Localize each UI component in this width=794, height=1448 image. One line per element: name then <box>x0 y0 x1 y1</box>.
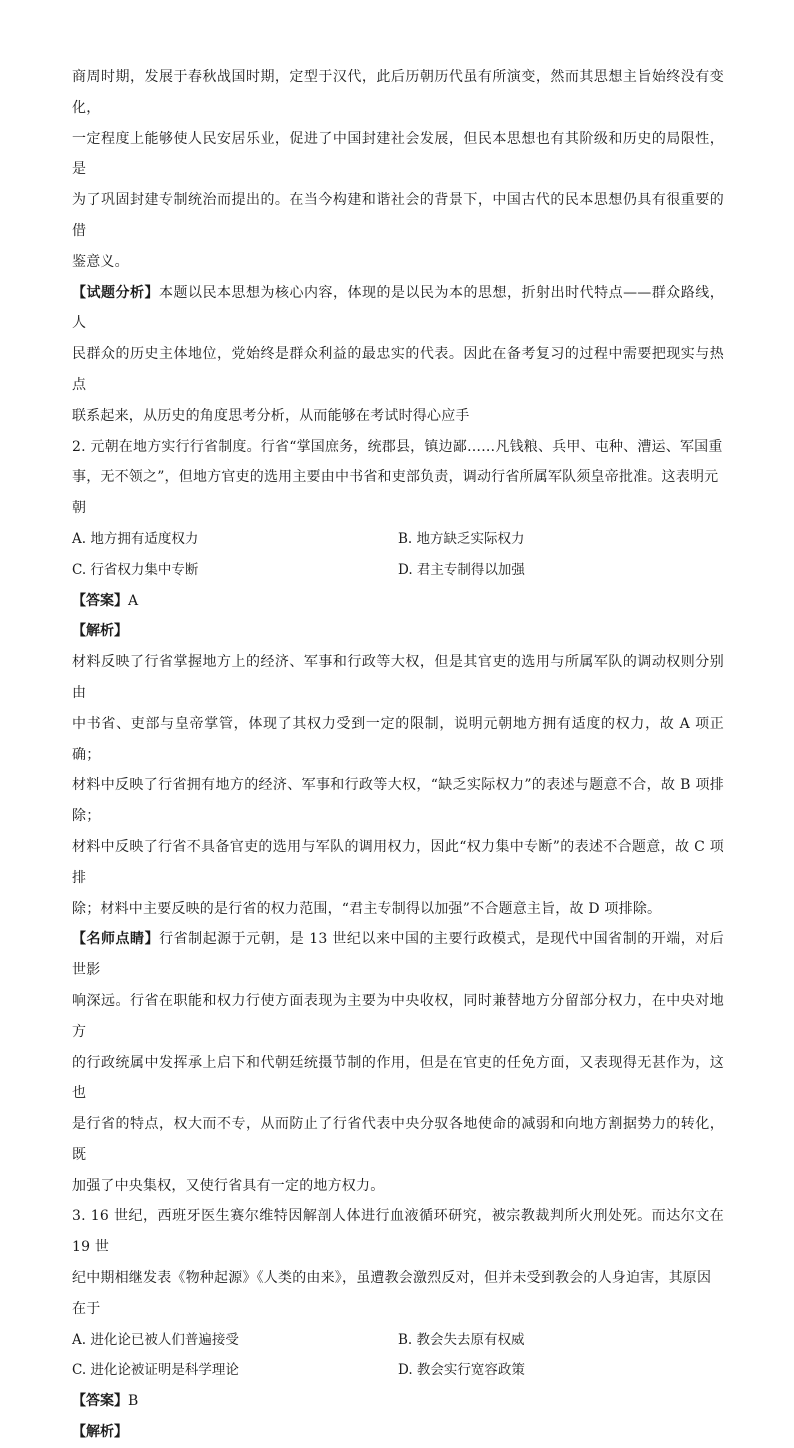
option-c: C. 行省权力集中专断 <box>72 561 199 578</box>
q1-analysis <box>72 278 724 340</box>
option-b: B. 地方缺乏实际权力 <box>398 530 525 547</box>
explain-text-line: 除；材料中主要反映的是行省的权力范围，“君主专制得以加强”不合题意主旨，故 D 项排除。 <box>72 900 662 917</box>
option-d: D. 君主专制得以加强 <box>398 561 525 578</box>
option-a: A. 进化论已被人们普遍接受 <box>72 1331 239 1348</box>
q1-text-line: 商周时期，发展于春秋战国时期，定型于汉代，此后历朝历代虽有所演变，然而其思想主旨始终没有变化， <box>72 69 724 116</box>
explain-text-line: 材料中反映了行省拥有地方的经济、军事和行政等大权，“缺乏实际权力”的表述与题意不合，故 B 项排除； <box>72 777 724 825</box>
q3-explain-heading <box>72 1417 724 1448</box>
analysis-text-line: 本题以民本思想为核心内容，体现的是以民为本的思想，折射出时代特点——群众路线，人 <box>72 284 724 332</box>
teacher-label: 【名师点睛】 <box>72 931 160 948</box>
teacher-text-line: 的行政统属中发挥承上启下和代朝廷统摄节制的作用，但是在官吏的任免方面，又表现得无甚作为，这也 <box>72 1054 724 1102</box>
analysis-label: 【试题分析】 <box>72 284 160 301</box>
q1-text-line: 一定程度上能够使人民安居乐业，促进了中国封建社会发展，但民本思想也有其阶级和历史的局限性，是 <box>72 130 724 178</box>
analysis-text-line: 联系起来，从历史的角度思考分析，从而能够在考试时得心应手 <box>72 407 470 424</box>
teacher-text-line: 加强了中央集权，又使行省具有一定的地方权力。 <box>72 1177 385 1194</box>
explain-text-line: 材料反映了行省掌握地方上的经济、军事和行政等大权，但是其官吏的选用与所属军队的调动权则分别由 <box>72 654 724 701</box>
q1-text-line: 为了巩固封建专制统治而提出的。在当今构建和谐社会的背景下，中国古代的民本思想仍具有很重要的借 <box>72 192 724 239</box>
q2-stem-line: 事，无不领之”，但地方官吏的选用主要由中书省和吏部负责，调动行省所属军队须皇帝批准。这表明元 <box>72 469 719 486</box>
option-a: A. 地方拥有适度权力 <box>72 530 199 547</box>
document-page <box>72 62 724 1448</box>
answer-value: B <box>128 1393 139 1410</box>
option-b: B. 教会失去原有权威 <box>398 1331 525 1348</box>
q2-stem-line: 2. 元朝在地方实行行省制度。行省“掌国庶务，统郡县，镇边鄙……凡钱粮、兵甲、屯种、漕运、军国重 <box>72 438 723 455</box>
q2-options <box>72 524 724 586</box>
q3-stem-line: 纪中期相继发表《物种起源》《人类的由来》，虽遭教会激烈反对，但并未受到教会的人身迫害，其原因 <box>72 1270 712 1287</box>
explain-text-line: 中书省、吏部与皇帝掌管，体现了其权力受到一定的限制，说明元朝地方拥有适度的权力，故 A 项正确； <box>72 715 724 763</box>
option-c: C. 进化论被证明是科学理论 <box>72 1362 239 1379</box>
q2-explain-heading <box>72 616 724 647</box>
explain-label: 【解析】 <box>72 1424 128 1441</box>
option-d: D. 教会实行宽容政策 <box>398 1362 525 1379</box>
q2-stem-line: 朝 <box>72 500 87 517</box>
q3-answer <box>72 1386 724 1417</box>
teacher-text-line: 行省制起源于元朝，是 13 世纪以来中国的主要行政模式，是现代中国省制的开端，对后世影 <box>72 931 724 979</box>
answer-label: 【答案】 <box>72 1393 128 1410</box>
q3-options <box>72 1325 724 1387</box>
explain-text-line: 材料中反映了行省不具备官吏的选用与军队的调用权力，因此“权力集中专断”的表述不合题意，故 C 项排 <box>72 838 724 886</box>
q3-stem-line: 在于 <box>72 1300 101 1317</box>
explain-label: 【解析】 <box>72 623 128 640</box>
teacher-text-line: 是行省的特点，权大而不专，从而防止了行省代表中央分驭各地使命的减弱和向地方割据势力的转化，既 <box>72 1116 724 1163</box>
q2-answer <box>72 586 724 617</box>
q3-stem-line: 3. 16 世纪，西班牙医生赛尔维特因解剖人体进行血液循环研究，被宗教裁判所火刑处死。而达尔文在 19 世 <box>72 1208 724 1256</box>
teacher-text-line: 响深远。行省在职能和权力行使方面表现为主要为中央收权，同时兼替地方分留部分权力，在中央对地方 <box>72 992 724 1040</box>
analysis-text-line: 民群众的历史主体地位，党始终是群众利益的最忠实的代表。因此在备考复习的过程中需要把现实与热点 <box>72 346 724 393</box>
answer-label: 【答案】 <box>72 592 128 609</box>
answer-value: A <box>128 592 139 609</box>
q1-text-line: 鉴意义。 <box>72 253 129 270</box>
teacher-note <box>72 924 724 986</box>
